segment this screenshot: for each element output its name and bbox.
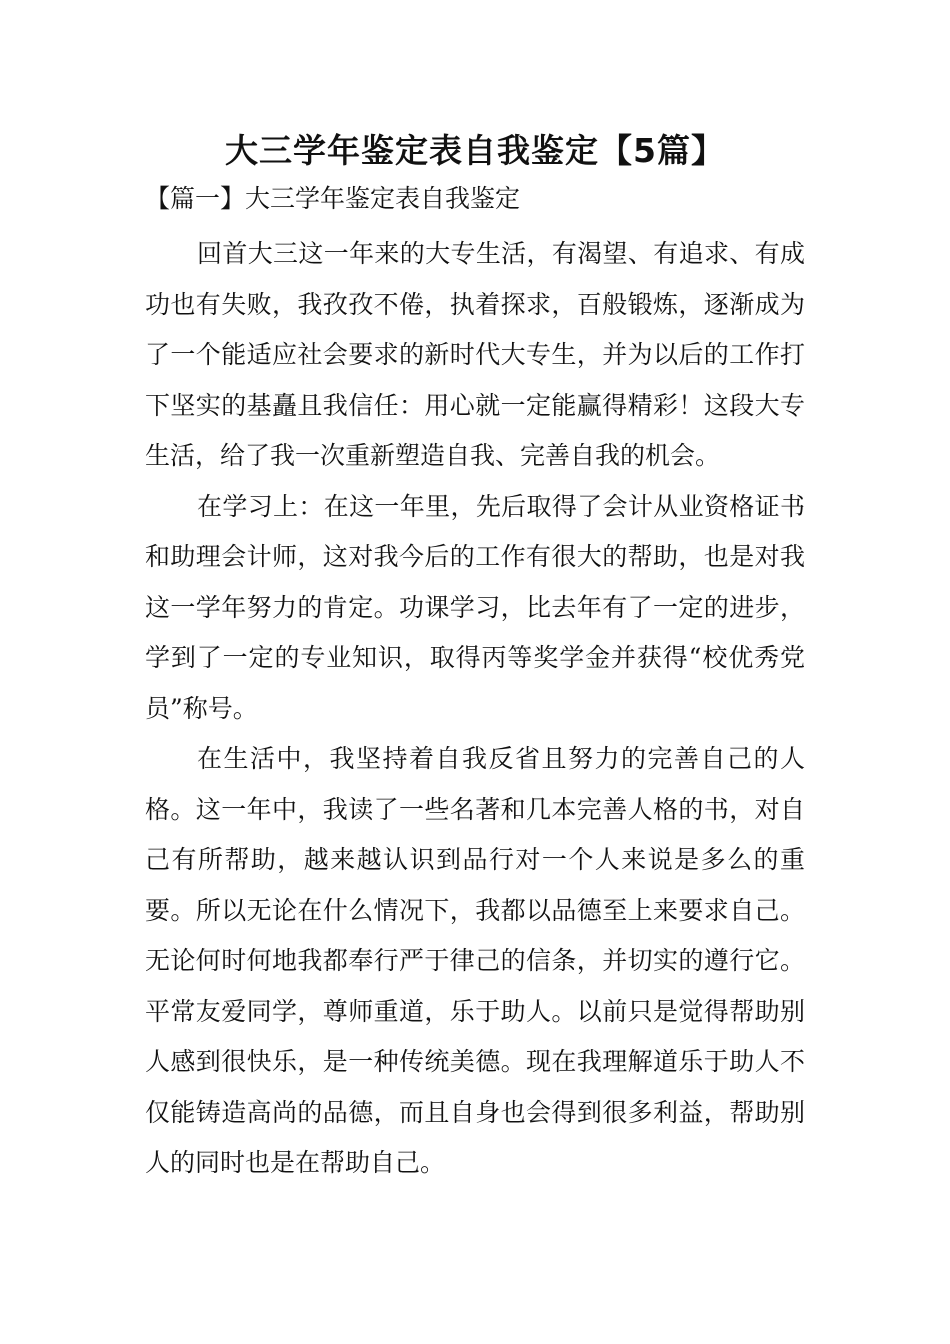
document-title: 大三学年鉴定表自我鉴定【5篇】: [225, 131, 725, 170]
paragraph-3: 在生活中，我坚持着自我反省且努力的完善自己的人格。这一年中，我读了一些名著和几本完善人格的书，对自己有所帮助，越来越认识到品行对一个人来说是多么的重要。所以无论在什么情况下，我都以品德至上来要求自己。无论何时何地我都奉行严于律己的信条，并切实的遵行它。平常友爱同学，尊师重道，乐于助人。以前只是觉得帮助别人感到很快乐，是一种传统美德。现在我理解道乐于助人不仅能铸造高尚的品德，而且自身也会得到很多利益，帮助别人的同时也是在帮助自己。: [145, 744, 805, 1177]
paragraph-1: 回首大三这一年来的大专生活，有渴望、有追求、有成功也有失败，我孜孜不倦，执着探求，百般锻炼，逐渐成为了一个能适应社会要求的新时代大专生，并为以后的工作打下坚实的基矗且我信任：用心就一定能赢得精彩！这段大专生活，给了我一次重新塑造自我、完善自我的机会。: [145, 239, 805, 470]
section-heading: 【篇一】大三学年鉴定表自我鉴定: [145, 184, 521, 213]
paragraph-2: 在学习上：在这一年里，先后取得了会计从业资格证书和助理会计师，这对我今后的工作有很大的帮助，也是对我这一学年努力的肯定。功课学习，比去年有了一定的进步，学到了一定的专业知识，取得丙等奖学金并获得“校优秀党员”称号。: [145, 491, 805, 723]
document-body: [145, 229, 805, 1189]
